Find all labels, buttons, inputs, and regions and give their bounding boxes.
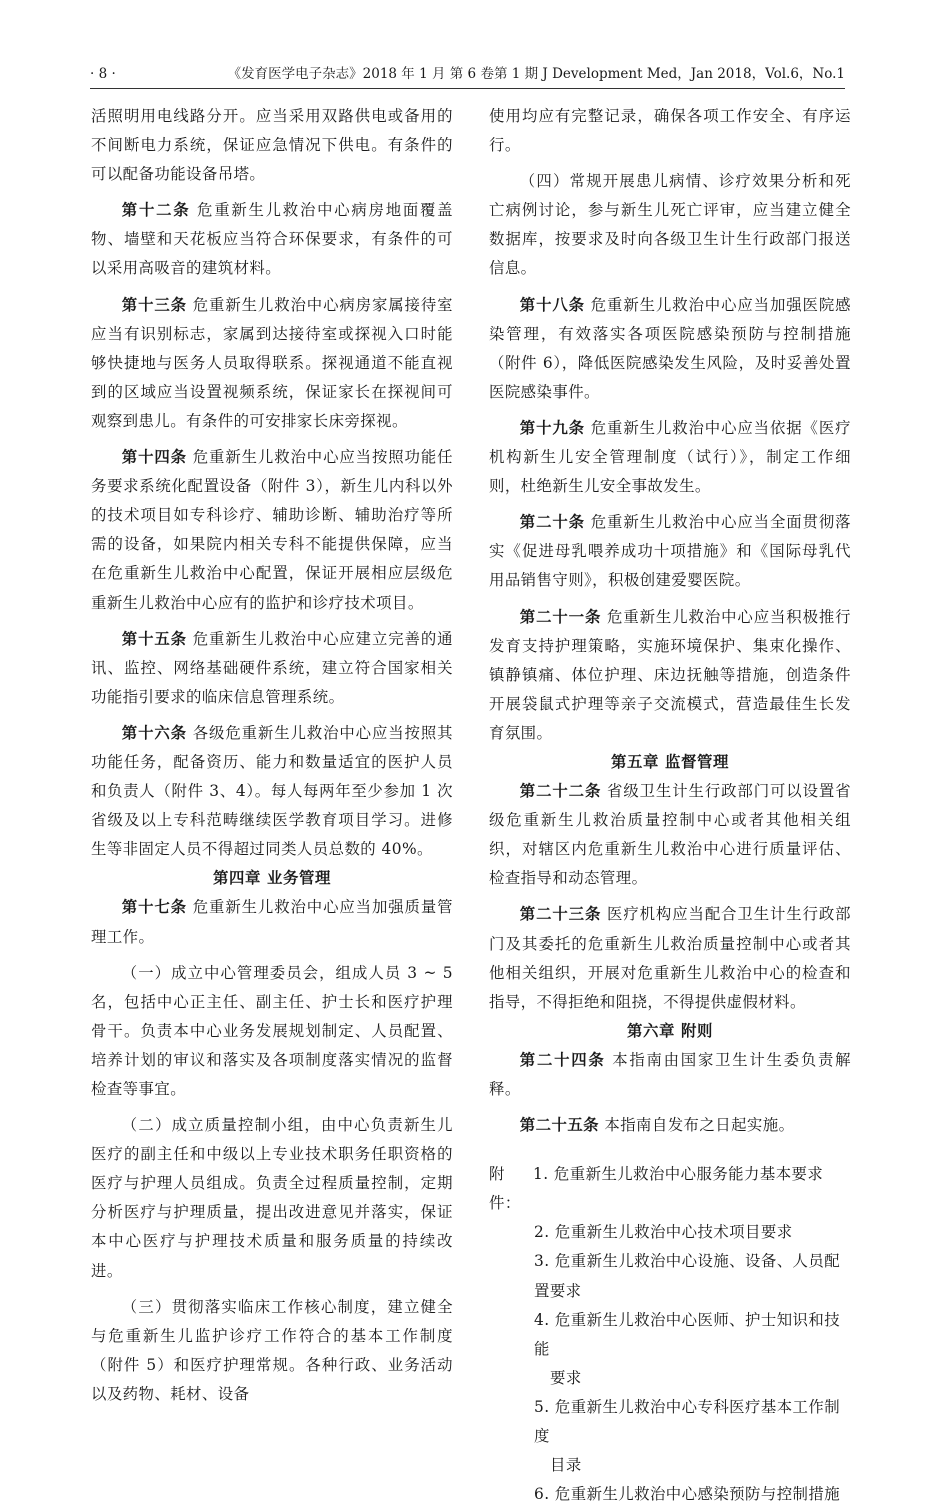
article-text: 各级危重新生儿救治中心应当按照其功能任务，配备资历、能力和数量适宜的医护人员和负责人（附件 3、4）。每人每两年至少参加 1 次省级及以上专科范畴继续医学教育项目学习。进修生等非固定人员不得超过同类人员总数的 40%。 bbox=[91, 723, 453, 859]
article-text: 危重新生儿救治中心病房地面覆盖物、墙壁和天花板应当符合环保要求，有条件的可以采用高吸音的建筑材料。 bbox=[91, 201, 453, 278]
article-16 bbox=[91, 719, 453, 864]
article-13 bbox=[91, 291, 453, 436]
article-text: 危重新生儿救治中心病房家属接待室应当有识别标志，家属到达接待室或探视入口时能够快捷地与医务人员取得联系。探视通道不能直视到的区域应当设置视频系统，保证家长在探视间可观察到患儿。有条件的可安排家长床旁探视。 bbox=[91, 295, 453, 430]
left-column bbox=[91, 102, 453, 1409]
article-23 bbox=[489, 900, 851, 1016]
continued-paragraph: 使用均应有完整记录，确保各项工作安全、有序运行。 bbox=[489, 107, 851, 155]
article-title: 第十七条 bbox=[121, 898, 187, 917]
attachment-item bbox=[489, 1393, 851, 1480]
article-title: 第十八条 bbox=[519, 295, 585, 314]
article-18 bbox=[489, 291, 851, 407]
article-25 bbox=[489, 1111, 851, 1140]
chapter-6-heading: 第六章 附则 bbox=[627, 1021, 713, 1040]
article-20 bbox=[489, 508, 851, 595]
article-title: 第十二条 bbox=[121, 201, 191, 220]
article-22 bbox=[489, 777, 851, 893]
running-header bbox=[90, 60, 845, 89]
article-text: 本指南自发布之日起实施。 bbox=[599, 1116, 795, 1135]
article-text: 危重新生儿救治中心应当加强质量管理工作。 bbox=[91, 898, 453, 946]
list-item-4: （四）常规开展患儿病情、诊疗效果分析和死亡病例讨论，参与新生儿死亡评审，应当建立健全数据库，按要求及时向各级卫生计生行政部门报送信息。 bbox=[489, 172, 851, 278]
article-title: 第二十条 bbox=[519, 513, 585, 532]
attachment-text-continued: 目录 bbox=[550, 1456, 582, 1475]
article-text: 危重新生儿救治中心应当全面贯彻落实《促进母乳喂养成功十项措施》和《国际母乳代用品销售守则》，积极创建爱婴医院。 bbox=[489, 513, 851, 590]
article-title: 第二十五条 bbox=[519, 1116, 600, 1135]
attachment-item: 3. 危重新生儿救治中心设施、设备、人员配置要求 bbox=[534, 1252, 841, 1300]
article-title: 第十三条 bbox=[121, 295, 187, 314]
article-14 bbox=[91, 443, 453, 618]
article-title: 第十五条 bbox=[121, 629, 187, 648]
continued-paragraph: 活照明用电线路分开。应当采用双路供电或备用的不间断电力系统，保证应急情况下供电。有条件的可以配备功能设备吊塔。 bbox=[91, 107, 453, 184]
attachment-text-continued: 要求 bbox=[550, 1368, 582, 1387]
article-title: 第二十一条 bbox=[519, 607, 602, 626]
attachment-item bbox=[489, 1160, 851, 1218]
attachments-list bbox=[489, 1160, 851, 1509]
page-number: · 8 · bbox=[90, 66, 116, 82]
article-text: 危重新生儿救治中心应当加强医院感染管理，有效落实各项医院感染预防与控制措施（附件 6），降低医院感染发生风险，及时妥善处置医院感染事件。 bbox=[489, 295, 851, 401]
right-column bbox=[489, 102, 851, 1509]
article-text: 省级卫生计生行政部门可以设置省级危重新生儿救治质量控制中心或者其他相关组织，对辖区内危重新生儿救治中心进行质量评估、检查指导和动态管理。 bbox=[489, 782, 851, 888]
attachment-text: 4. 危重新生儿救治中心医师、护士知识和技能 bbox=[534, 1310, 841, 1358]
article-15 bbox=[91, 625, 453, 712]
article-text: 危重新生儿救治中心应当积极推行发育支持护理策略，实施环境保护、集束化操作、镇静镇痛、体位护理、床边抚触等措施，创造条件开展袋鼠式护理等亲子交流模式，营造最佳生长发育氛围。 bbox=[489, 607, 851, 742]
list-item-3: （三）贯彻落实临床工作核心制度，建立健全与危重新生儿监护诊疗工作符合的基本工作制度（附件 5）和医疗护理常规。各种行政、业务活动以及药物、耗材、设备 bbox=[91, 1297, 453, 1403]
attachment-item bbox=[489, 1306, 851, 1393]
list-item-2: （二）成立质量控制小组，由中心负责新生儿医疗的副主任和中级以上专业技术职务任职资格的医疗与护理人员组成。负责全过程质量控制，定期分析医疗与护理质量，提出改进意见并落实，保证本中心医疗与护理技术质量和服务质量的持续改进。 bbox=[91, 1116, 453, 1280]
article-title: 第二十四条 bbox=[519, 1050, 606, 1069]
attachment-item: 2. 危重新生儿救治中心技术项目要求 bbox=[534, 1223, 793, 1242]
chapter-5-heading: 第五章 监督管理 bbox=[611, 752, 729, 771]
article-title: 第十六条 bbox=[121, 723, 187, 742]
article-19 bbox=[489, 414, 851, 501]
list-item-1: （一）成立中心管理委员会，组成人员 3 ~ 5 名，包括中心正主任、副主任、护士长和医疗护理骨干。负责本中心业务发展规划制定、人员配置、培养计划的审议和落实及各项制度落实情况的监督检查等事宜。 bbox=[91, 963, 453, 1098]
article-17 bbox=[91, 893, 453, 951]
article-24 bbox=[489, 1046, 851, 1104]
journal-citation: 《发育医学电子杂志》2018 年 1 月 第 6 卷第 1 期 J Development Med，Jan 2018，Vol.6，No.1 bbox=[227, 66, 845, 82]
article-title: 第十四条 bbox=[121, 448, 187, 467]
article-21 bbox=[489, 603, 851, 748]
attachment-text: 1. 危重新生儿救治中心服务能力基本要求 bbox=[533, 1165, 824, 1184]
article-text: 医疗机构应当配合卫生计生行政部门及其委托的危重新生儿救治质量控制中心或者其他相关组织，开展对危重新生儿救治中心的检查和指导，不得拒绝和阻挠，不得提供虚假材料。 bbox=[489, 905, 851, 1011]
article-text: 本指南由国家卫生计生委负责解释。 bbox=[489, 1050, 851, 1098]
article-12 bbox=[91, 196, 453, 283]
article-text: 危重新生儿救治中心应建立完善的通讯、监控、网络基础硬件系统，建立符合国家相关功能指引要求的临床信息管理系统。 bbox=[91, 629, 453, 706]
attachment-text: 5. 危重新生儿救治中心专科医疗基本工作制度 bbox=[534, 1397, 841, 1446]
article-title: 第二十二条 bbox=[519, 782, 602, 801]
article-title: 第二十三条 bbox=[519, 905, 602, 924]
attachment-item: 6. 危重新生儿救治中心感染预防与控制措施 bbox=[534, 1485, 841, 1504]
article-text: 危重新生儿救治中心应当按照功能任务要求系统化配置设备（附件 3），新生儿内科以外的技术项目如专科诊疗、辅助诊断、辅助治疗等所需的设备，如果院内相关专科不能提供保障，应当在危重新生儿救治中心配置，保证开展相应层级危重新生儿救治中心应有的监护和诊疗技术项目。 bbox=[91, 448, 453, 612]
attachments-label: 附件： bbox=[489, 1165, 521, 1213]
article-title: 第十九条 bbox=[519, 418, 585, 437]
chapter-4-heading: 第四章 业务管理 bbox=[213, 869, 331, 888]
article-text: 危重新生儿救治中心应当依据《医疗机构新生儿安全管理制度（试行）》，制定工作细则，杜绝新生儿安全事故发生。 bbox=[489, 418, 851, 496]
